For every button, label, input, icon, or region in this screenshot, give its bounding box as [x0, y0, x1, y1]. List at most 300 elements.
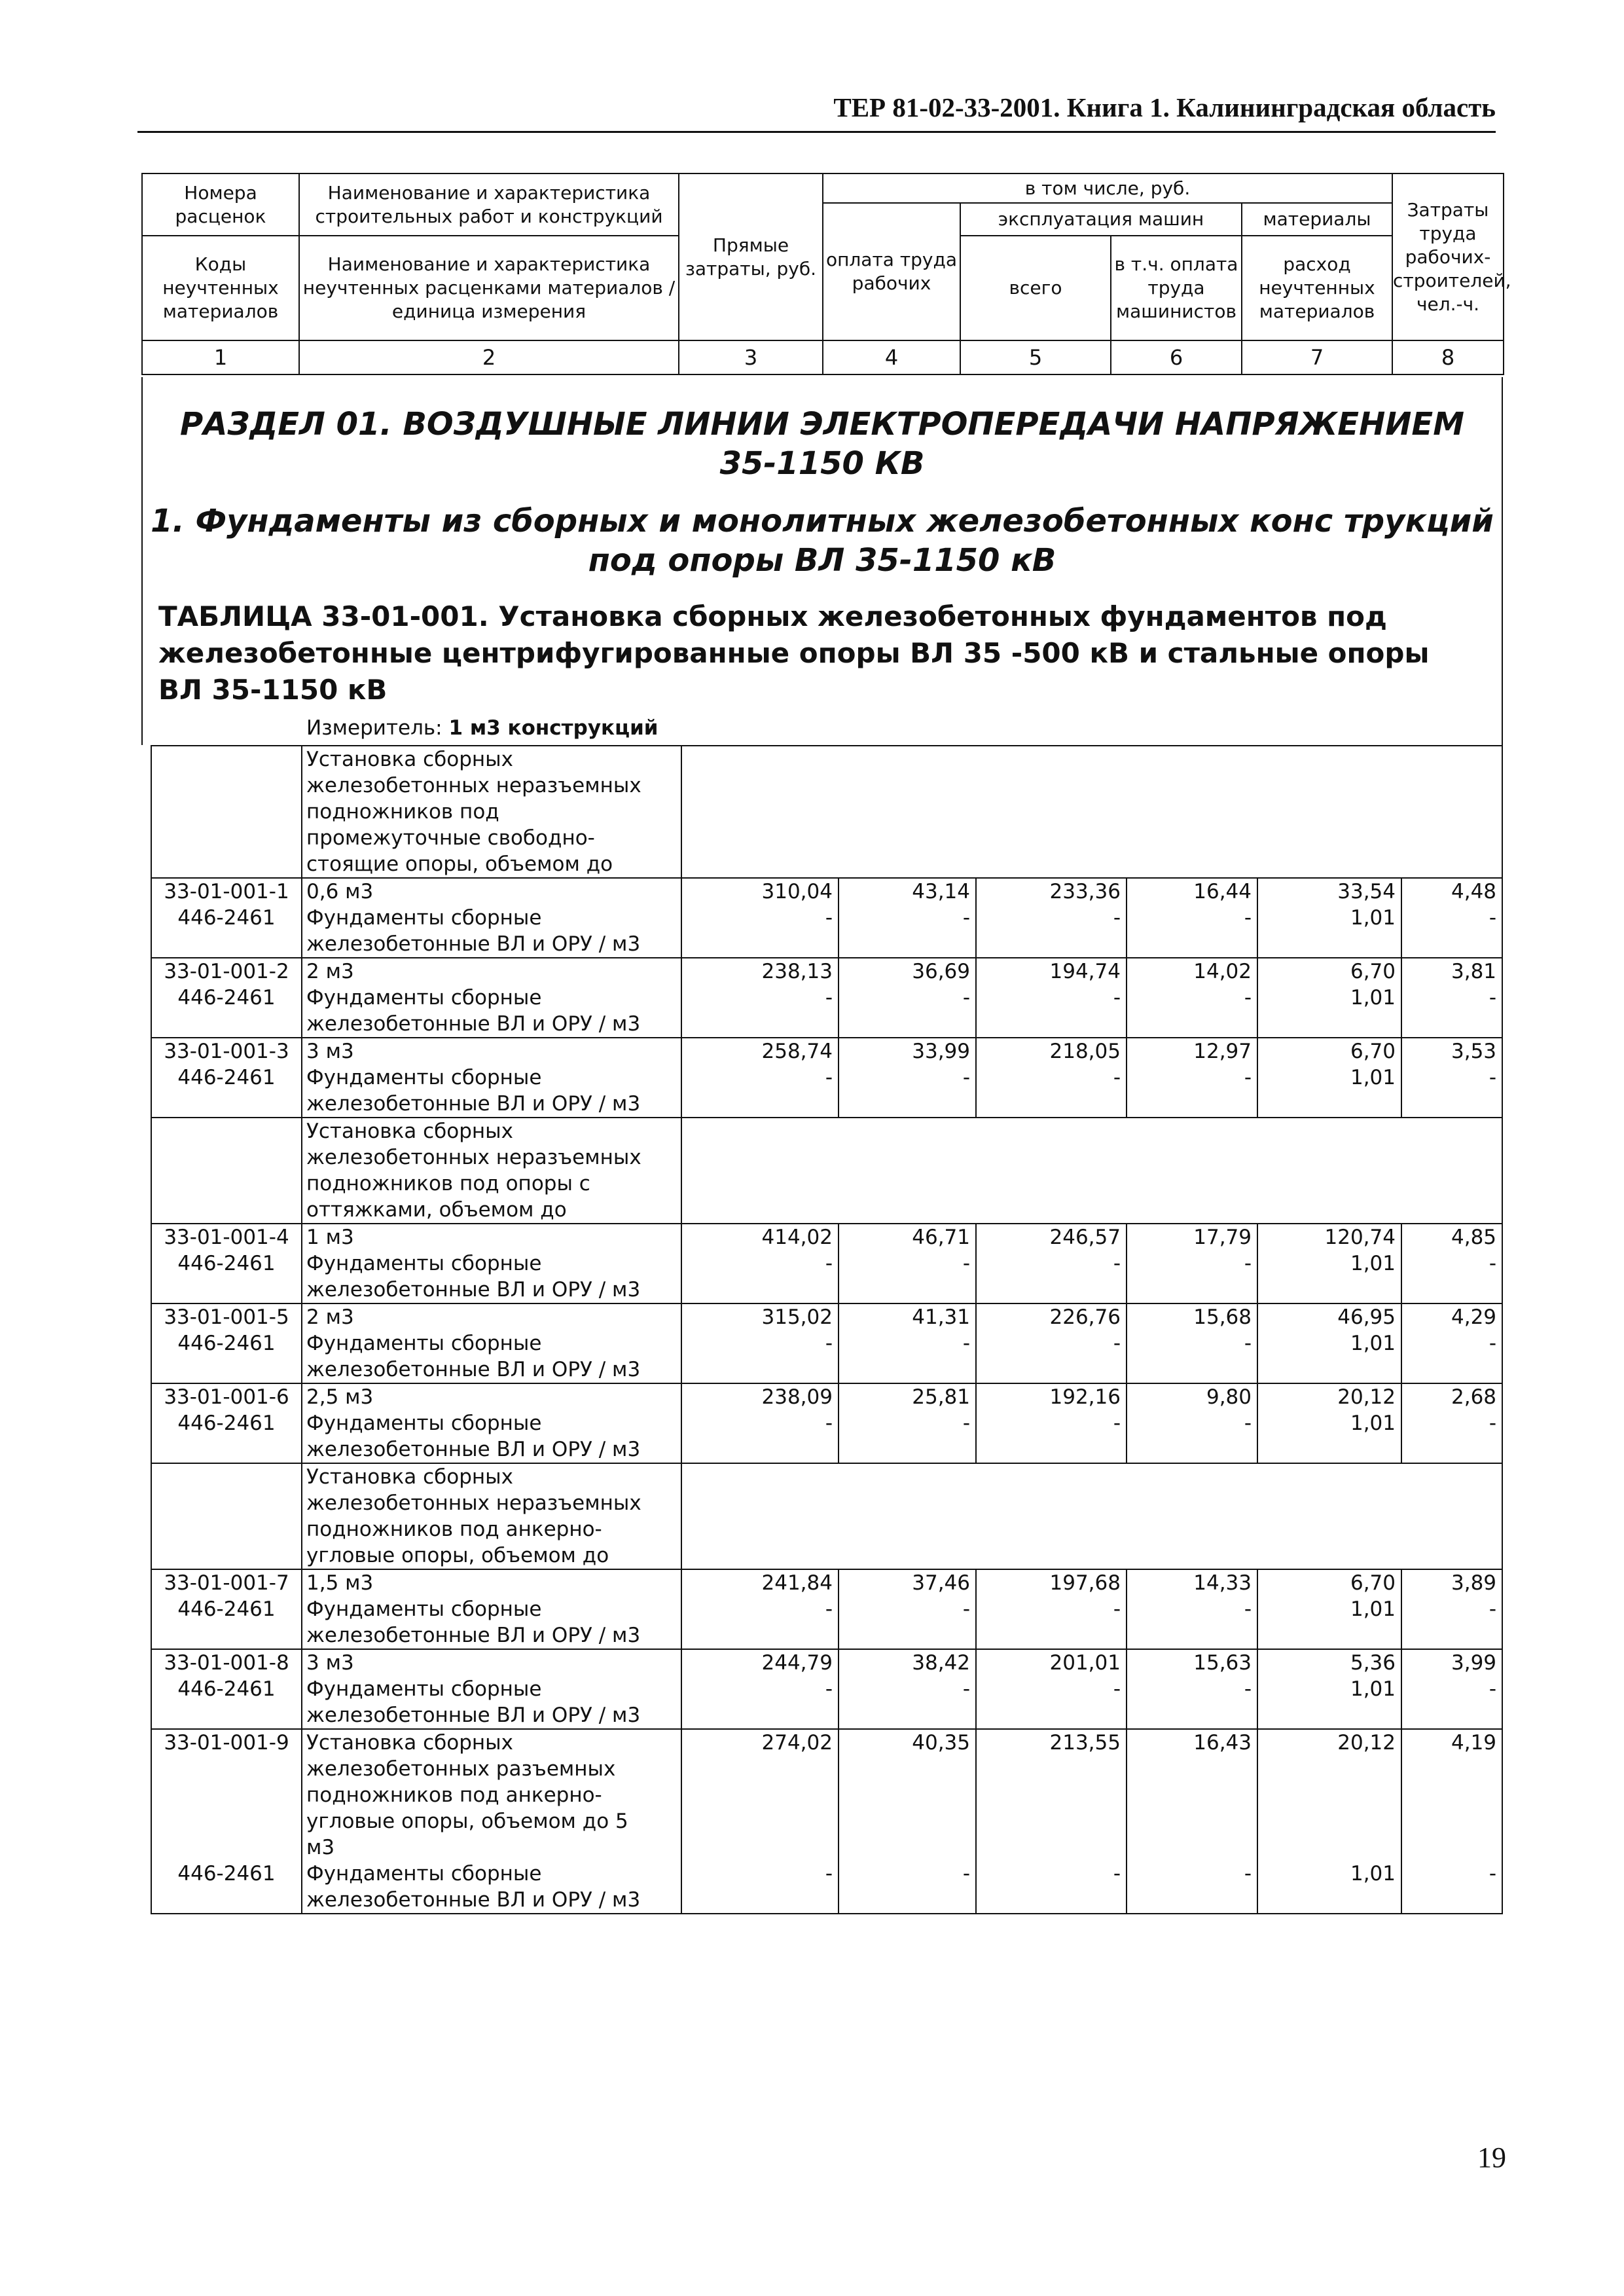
direct-cost-cell — [681, 1649, 839, 1729]
spacer — [1132, 1808, 1252, 1834]
spacer — [844, 1808, 970, 1834]
labor-hours-cell-material-value: - — [1489, 1597, 1497, 1621]
code-cell — [151, 1569, 302, 1649]
labor-cost-cell — [839, 1224, 976, 1303]
materials-cell — [1257, 1729, 1401, 1914]
labor-cost-cell-material-value: - — [962, 1252, 970, 1275]
direct-cost-cell-material-value: - — [825, 1066, 833, 1089]
labor-hours-cell-material-value: - — [1489, 1677, 1497, 1701]
header-number: 7 — [1242, 340, 1392, 374]
table-title-line: железобетонные центрифугированные опоры ВЛ 35 -500 кВ и стальные опоры — [158, 637, 1430, 669]
materials-cell — [1257, 1303, 1401, 1383]
spacer — [156, 1756, 297, 1782]
group-heading-line: железобетонных неразъемных — [306, 1146, 641, 1169]
labor-cost-cell-material-value: - — [962, 906, 970, 930]
code-cell — [151, 1729, 302, 1914]
table-title — [158, 598, 1486, 708]
materials-cell-value: 33,54 — [1337, 880, 1396, 903]
operator-labor-cell-material-value: - — [1244, 986, 1252, 1010]
machine-cost-cell-material-value: - — [1113, 1677, 1121, 1701]
direct-cost-cell — [681, 1303, 839, 1383]
header-group-machines: эксплуатация машин — [960, 203, 1242, 236]
rate-name: 2 м3 — [306, 960, 354, 983]
direct-cost-cell-material-value: - — [825, 1332, 833, 1355]
table-row — [151, 878, 1502, 958]
rate-code: 33-01-001-5 — [164, 1305, 289, 1329]
machine-cost-cell-value: 192,16 — [1049, 1385, 1121, 1409]
table-title-line: ТАБЛИЦА 33-01-001. Установка сборных железобетонных фундаментов под — [158, 600, 1387, 632]
material-code: 446-2461 — [177, 1252, 276, 1275]
labor-hours-cell — [1401, 1038, 1502, 1118]
materials-cell-material-value: 1,01 — [1350, 1252, 1396, 1275]
labor-hours-cell-value: 2,68 — [1451, 1385, 1497, 1409]
group-heading-line: подножников под — [306, 800, 499, 824]
materials-cell — [1257, 1224, 1401, 1303]
header-number: 6 — [1111, 340, 1242, 374]
machine-cost-cell-material-value: - — [1113, 1252, 1121, 1275]
running-header: ТЕР 81-02-33-2001. Книга 1. Калининградская область — [833, 92, 1496, 122]
operator-labor-cell-value: 14,02 — [1193, 960, 1252, 983]
operator-labor-cell — [1127, 1224, 1257, 1303]
operator-labor-cell-value: 9,80 — [1206, 1385, 1252, 1409]
header-col1-top: Номера расценок — [142, 173, 299, 236]
labor-hours-cell-value: 4,29 — [1451, 1305, 1497, 1329]
labor-cost-cell-value: 38,42 — [912, 1651, 970, 1675]
direct-cost-cell-material-value: - — [825, 1677, 833, 1701]
materials-cell-value: 5,36 — [1350, 1651, 1396, 1675]
materials-cell-material-value: 1,01 — [1350, 1862, 1396, 1886]
code-cell — [151, 746, 302, 878]
machine-cost-cell — [976, 1569, 1127, 1649]
spacer — [844, 1782, 970, 1808]
group-heading-blank — [681, 746, 1502, 878]
table-row — [151, 1303, 1502, 1383]
rate-name: 3 м3 — [306, 1040, 354, 1063]
labor-hours-cell — [1401, 1569, 1502, 1649]
labor-hours-cell-material-value: - — [1489, 1412, 1497, 1435]
operator-labor-cell-value: 17,79 — [1193, 1226, 1252, 1249]
direct-cost-cell — [681, 1569, 839, 1649]
header-number: 3 — [679, 340, 823, 374]
labor-cost-cell-value: 33,99 — [912, 1040, 970, 1063]
direct-cost-cell-material-value: - — [825, 1597, 833, 1621]
code-cell — [151, 878, 302, 958]
spacer — [156, 1782, 297, 1808]
direct-cost-cell-material-value: - — [825, 906, 833, 930]
rate-name: подножников под анкерно- — [306, 1783, 602, 1807]
table-row — [151, 1224, 1502, 1303]
labor-hours-cell-material-value: - — [1489, 1066, 1497, 1089]
material-code: 446-2461 — [177, 1332, 276, 1355]
group-heading-line: железобетонных неразъемных — [306, 774, 641, 797]
name-cell — [302, 1729, 681, 1914]
spacer — [1407, 1756, 1496, 1782]
direct-cost-cell-material-value: - — [825, 986, 833, 1010]
material-code: 446-2461 — [177, 1412, 276, 1435]
name-cell — [302, 1224, 681, 1303]
direct-cost-cell — [681, 1729, 839, 1914]
operator-labor-cell — [1127, 958, 1257, 1038]
header-number: 5 — [960, 340, 1111, 374]
labor-cost-cell-value: 36,69 — [912, 960, 970, 983]
labor-cost-cell-material-value: - — [962, 1332, 970, 1355]
spacer — [1407, 1834, 1496, 1861]
machine-cost-cell — [976, 1649, 1127, 1729]
material-name: Фундаменты сборные — [306, 1412, 542, 1435]
operator-labor-cell-material-value: - — [1244, 1066, 1252, 1089]
group-heading-line: стоящие опоры, объемом до — [306, 852, 613, 876]
direct-cost-cell-value: 315,02 — [761, 1305, 833, 1329]
group-heading-line: железобетонных неразъемных — [306, 1491, 641, 1515]
material-name: железобетонные ВЛ и ОРУ / м3 — [306, 1012, 641, 1036]
rate-name: м3 — [306, 1836, 335, 1859]
table-row — [151, 1038, 1502, 1118]
materials-cell-value: 6,70 — [1350, 1571, 1396, 1595]
materials-cell-value: 46,95 — [1337, 1305, 1396, 1329]
header-col2-top: Наименование и характеристика строительных работ и конструкций — [299, 173, 679, 236]
machine-cost-cell-value: 213,55 — [1049, 1731, 1121, 1755]
rates-table — [151, 745, 1503, 1914]
labor-cost-cell-material-value: - — [962, 1597, 970, 1621]
spacer — [156, 1808, 297, 1834]
labor-cost-cell-material-value: - — [962, 1677, 970, 1701]
rate-code: 33-01-001-9 — [164, 1731, 289, 1755]
direct-cost-cell-material-value: - — [825, 1412, 833, 1435]
group-heading — [302, 746, 681, 878]
group-heading-blank — [681, 1118, 1502, 1224]
operator-labor-cell-material-value: - — [1244, 1252, 1252, 1275]
group-heading-line: Установка сборных — [306, 1120, 513, 1143]
material-name: Фундаменты сборные — [306, 906, 542, 930]
table-header — [141, 173, 1511, 375]
machine-cost-cell-value: 226,76 — [1049, 1305, 1121, 1329]
labor-cost-cell-value: 25,81 — [912, 1385, 970, 1409]
group-heading — [302, 1118, 681, 1224]
operator-labor-cell — [1127, 1649, 1257, 1729]
labor-hours-cell — [1401, 1224, 1502, 1303]
code-cell — [151, 958, 302, 1038]
material-name: железобетонные ВЛ и ОРУ / м3 — [306, 1358, 641, 1381]
operator-labor-cell-value: 16,44 — [1193, 880, 1252, 903]
header-col3: Прямые затраты, руб. — [679, 173, 823, 340]
material-name: Фундаменты сборные — [306, 1862, 542, 1886]
rate-code: 33-01-001-7 — [164, 1571, 289, 1595]
labor-cost-cell-value: 40,35 — [912, 1731, 970, 1755]
material-code: 446-2461 — [177, 1677, 276, 1701]
machine-cost-cell-value: 201,01 — [1049, 1651, 1121, 1675]
labor-hours-cell-value: 3,81 — [1451, 960, 1497, 983]
header-number: 2 — [299, 340, 679, 374]
materials-cell-material-value: 1,01 — [1350, 906, 1396, 930]
operator-labor-cell — [1127, 878, 1257, 958]
materials-cell-value: 120,74 — [1324, 1226, 1396, 1249]
operator-labor-cell — [1127, 1303, 1257, 1383]
materials-cell-value: 6,70 — [1350, 960, 1396, 983]
name-cell — [302, 1383, 681, 1463]
section-block — [141, 377, 1503, 745]
direct-cost-cell-value: 241,84 — [761, 1571, 833, 1595]
material-code: 446-2461 — [177, 906, 276, 930]
labor-cost-cell — [839, 1303, 976, 1383]
labor-cost-cell-value: 37,46 — [912, 1571, 970, 1595]
header-number: 8 — [1392, 340, 1504, 374]
rate-code: 33-01-001-1 — [164, 880, 289, 903]
operator-labor-cell-value: 12,97 — [1193, 1040, 1252, 1063]
operator-labor-cell-material-value: - — [1244, 1862, 1252, 1886]
labor-hours-cell-material-value: - — [1489, 986, 1497, 1010]
subsection-title-line: 1. Фундаменты из сборных и монолитных железобетонных конс трукций — [151, 503, 1494, 539]
machine-cost-cell-value: 233,36 — [1049, 880, 1121, 903]
machine-cost-cell — [976, 878, 1127, 958]
direct-cost-cell-value: 238,09 — [761, 1385, 833, 1409]
machine-cost-cell — [976, 1224, 1127, 1303]
direct-cost-cell — [681, 1038, 839, 1118]
operator-labor-cell — [1127, 1729, 1257, 1914]
material-name: Фундаменты сборные — [306, 986, 542, 1010]
direct-cost-cell — [681, 958, 839, 1038]
material-code: 446-2461 — [177, 1066, 276, 1089]
labor-hours-cell-value: 4,85 — [1451, 1226, 1497, 1249]
table-title-line: ВЛ 35-1150 кВ — [158, 674, 388, 706]
direct-cost-cell — [681, 878, 839, 958]
machine-cost-cell-material-value: - — [1113, 986, 1121, 1010]
spacer — [1263, 1834, 1396, 1861]
labor-hours-cell-material-value: - — [1489, 1862, 1497, 1886]
header-rule — [137, 131, 1496, 133]
machine-cost-cell-value: 218,05 — [1049, 1040, 1121, 1063]
subsection-title — [143, 501, 1502, 580]
labor-hours-cell-material-value: - — [1489, 906, 1497, 930]
spacer — [982, 1808, 1121, 1834]
labor-cost-cell-value: 43,14 — [912, 880, 970, 903]
material-name: железобетонные ВЛ и ОРУ / м3 — [306, 1092, 641, 1116]
machine-cost-cell — [976, 1038, 1127, 1118]
materials-cell — [1257, 1383, 1401, 1463]
material-name: железобетонные ВЛ и ОРУ / м3 — [306, 932, 641, 956]
materials-cell-material-value: 1,01 — [1350, 1677, 1396, 1701]
code-cell — [151, 1463, 302, 1569]
direct-cost-cell-value: 238,13 — [761, 960, 833, 983]
header-col7: расход неучтенных материалов — [1242, 236, 1392, 340]
spacer — [156, 1834, 297, 1861]
labor-hours-cell — [1401, 958, 1502, 1038]
material-name: Фундаменты сборные — [306, 1252, 542, 1275]
labor-cost-cell-material-value: - — [962, 1412, 970, 1435]
material-name: железобетонные ВЛ и ОРУ / м3 — [306, 1704, 641, 1727]
operator-labor-cell-value: 15,63 — [1193, 1651, 1252, 1675]
direct-cost-cell-value: 274,02 — [761, 1731, 833, 1755]
name-cell — [302, 1038, 681, 1118]
machine-cost-cell-value: 197,68 — [1049, 1571, 1121, 1595]
name-cell — [302, 1303, 681, 1383]
name-cell — [302, 878, 681, 958]
direct-cost-cell-value: 414,02 — [761, 1226, 833, 1249]
rate-name: 1 м3 — [306, 1226, 354, 1249]
header-group-incl: в том числе, руб. — [823, 173, 1392, 203]
spacer — [1407, 1808, 1496, 1834]
header-col5: всего — [960, 236, 1111, 340]
labor-cost-cell-material-value: - — [962, 1066, 970, 1089]
materials-cell-material-value: 1,01 — [1350, 1412, 1396, 1435]
spacer — [844, 1834, 970, 1861]
table-row — [151, 1649, 1502, 1729]
operator-labor-cell-material-value: - — [1244, 1597, 1252, 1621]
operator-labor-cell-value: 14,33 — [1193, 1571, 1252, 1595]
labor-hours-cell — [1401, 1303, 1502, 1383]
labor-cost-cell-value: 46,71 — [912, 1226, 970, 1249]
header-col8: Затраты труда рабочих-строителей, чел.-ч. — [1392, 173, 1504, 340]
materials-cell-value: 20,12 — [1337, 1731, 1396, 1755]
spacer — [1263, 1782, 1396, 1808]
labor-cost-cell — [839, 1383, 976, 1463]
spacer — [1132, 1782, 1252, 1808]
section-title-line: РАЗДЕЛ 01. ВОЗДУШНЫЕ ЛИНИИ ЭЛЕКТРОПЕРЕДАЧИ НАПРЯЖЕНИЕМ — [180, 406, 1464, 443]
measure-value: 1 м3 конструкций — [448, 716, 659, 740]
materials-cell — [1257, 1038, 1401, 1118]
group-heading-blank — [681, 1463, 1502, 1569]
section-title — [143, 405, 1502, 483]
page-number: 19 — [1477, 2141, 1506, 2174]
materials-cell — [1257, 1649, 1401, 1729]
materials-cell — [1257, 958, 1401, 1038]
labor-cost-cell — [839, 1038, 976, 1118]
header-col1-bottom: Коды неучтенных материалов — [142, 236, 299, 340]
direct-cost-cell-value: 244,79 — [761, 1651, 833, 1675]
labor-hours-cell-material-value: - — [1489, 1332, 1497, 1355]
spacer — [1263, 1808, 1396, 1834]
header-col6: в т.ч. оплата труда машинистов — [1111, 236, 1242, 340]
labor-hours-cell — [1401, 1729, 1502, 1914]
material-name: железобетонные ВЛ и ОРУ / м3 — [306, 1438, 641, 1461]
machine-cost-cell — [976, 1303, 1127, 1383]
materials-cell — [1257, 878, 1401, 958]
rate-name: 2 м3 — [306, 1305, 354, 1329]
operator-labor-cell-material-value: - — [1244, 1677, 1252, 1701]
subsection-title-line: под опоры ВЛ 35-1150 кВ — [588, 542, 1056, 579]
machine-cost-cell-value: 194,74 — [1049, 960, 1121, 983]
rate-code: 33-01-001-8 — [164, 1651, 289, 1675]
table-row — [151, 1729, 1502, 1914]
direct-cost-cell-material-value: - — [825, 1252, 833, 1275]
material-code: 446-2461 — [177, 1597, 276, 1621]
spacer — [1407, 1782, 1496, 1808]
materials-cell — [1257, 1569, 1401, 1649]
machine-cost-cell — [976, 1729, 1127, 1914]
machine-cost-cell — [976, 958, 1127, 1038]
material-name: железобетонные ВЛ и ОРУ / м3 — [306, 1888, 641, 1912]
machine-cost-cell-material-value: - — [1113, 1862, 1121, 1886]
rate-name: Установка сборных — [306, 1731, 513, 1755]
labor-hours-cell-material-value: - — [1489, 1252, 1497, 1275]
rate-name: железобетонных разъемных — [306, 1757, 616, 1781]
header-number: 1 — [142, 340, 299, 374]
labor-cost-cell-material-value: - — [962, 1862, 970, 1886]
machine-cost-cell-material-value: - — [1113, 1332, 1121, 1355]
rate-code: 33-01-001-4 — [164, 1226, 289, 1249]
spacer — [687, 1834, 833, 1861]
code-cell — [151, 1224, 302, 1303]
materials-cell-value: 6,70 — [1350, 1040, 1396, 1063]
spacer — [1132, 1756, 1252, 1782]
rate-name: угловые опоры, объемом до 5 — [306, 1810, 628, 1833]
group-heading-row — [151, 1463, 1502, 1569]
table-row — [151, 1569, 1502, 1649]
group-heading-line: оттяжками, объемом до — [306, 1198, 567, 1222]
materials-cell-material-value: 1,01 — [1350, 1597, 1396, 1621]
direct-cost-cell — [681, 1383, 839, 1463]
direct-cost-cell — [681, 1224, 839, 1303]
machine-cost-cell-material-value: - — [1113, 1412, 1121, 1435]
operator-labor-cell-material-value: - — [1244, 906, 1252, 930]
direct-cost-cell-value: 258,74 — [761, 1040, 833, 1063]
labor-hours-cell-value: 3,89 — [1451, 1571, 1497, 1595]
spacer — [982, 1782, 1121, 1808]
name-cell — [302, 1649, 681, 1729]
labor-cost-cell — [839, 1729, 976, 1914]
rate-code: 33-01-001-2 — [164, 960, 289, 983]
spacer — [1132, 1834, 1252, 1861]
group-heading — [302, 1463, 681, 1569]
material-name: Фундаменты сборные — [306, 1597, 542, 1621]
materials-cell-material-value: 1,01 — [1350, 1066, 1396, 1089]
labor-cost-cell-material-value: - — [962, 986, 970, 1010]
group-heading-row — [151, 1118, 1502, 1224]
group-heading-line: Установка сборных — [306, 748, 513, 771]
labor-cost-cell — [839, 878, 976, 958]
group-heading-line: угловые опоры, объемом до — [306, 1544, 609, 1567]
table-row — [151, 958, 1502, 1038]
group-heading-line: подножников под опоры с — [306, 1172, 590, 1195]
operator-labor-cell — [1127, 1569, 1257, 1649]
name-cell — [302, 1569, 681, 1649]
material-code: 446-2461 — [177, 986, 276, 1010]
spacer — [982, 1756, 1121, 1782]
labor-hours-cell-value: 4,48 — [1451, 880, 1497, 903]
rate-name: 3 м3 — [306, 1651, 354, 1675]
group-heading-line: промежуточные свободно- — [306, 826, 595, 850]
labor-hours-cell — [1401, 1649, 1502, 1729]
material-name: Фундаменты сборные — [306, 1332, 542, 1355]
labor-cost-cell — [839, 1649, 976, 1729]
table-row — [151, 1383, 1502, 1463]
header-col4: оплата труда рабочих — [823, 203, 960, 340]
direct-cost-cell-material-value: - — [825, 1862, 833, 1886]
material-name: Фундаменты сборные — [306, 1677, 542, 1701]
rate-name: 0,6 м3 — [306, 880, 374, 903]
machine-cost-cell-material-value: - — [1113, 906, 1121, 930]
materials-cell-material-value: 1,01 — [1350, 1332, 1396, 1355]
machine-cost-cell — [976, 1383, 1127, 1463]
code-cell — [151, 1118, 302, 1224]
materials-cell-value: 20,12 — [1337, 1385, 1396, 1409]
code-cell — [151, 1649, 302, 1729]
operator-labor-cell — [1127, 1038, 1257, 1118]
rate-name: 1,5 м3 — [306, 1571, 374, 1595]
material-name: железобетонные ВЛ и ОРУ / м3 — [306, 1624, 641, 1647]
labor-hours-cell — [1401, 878, 1502, 958]
labor-hours-cell-value: 3,53 — [1451, 1040, 1497, 1063]
material-name: Фундаменты сборные — [306, 1066, 542, 1089]
spacer — [844, 1756, 970, 1782]
section-title-line: 35-1150 КВ — [719, 445, 925, 482]
header-col2-bottom: Наименование и характеристика неучтенных расценками материалов / единица измерения — [299, 236, 679, 340]
spacer — [687, 1808, 833, 1834]
material-name: железобетонные ВЛ и ОРУ / м3 — [306, 1278, 641, 1302]
code-cell — [151, 1038, 302, 1118]
spacer — [982, 1834, 1121, 1861]
labor-hours-cell-value: 4,19 — [1451, 1731, 1497, 1755]
spacer — [687, 1756, 833, 1782]
